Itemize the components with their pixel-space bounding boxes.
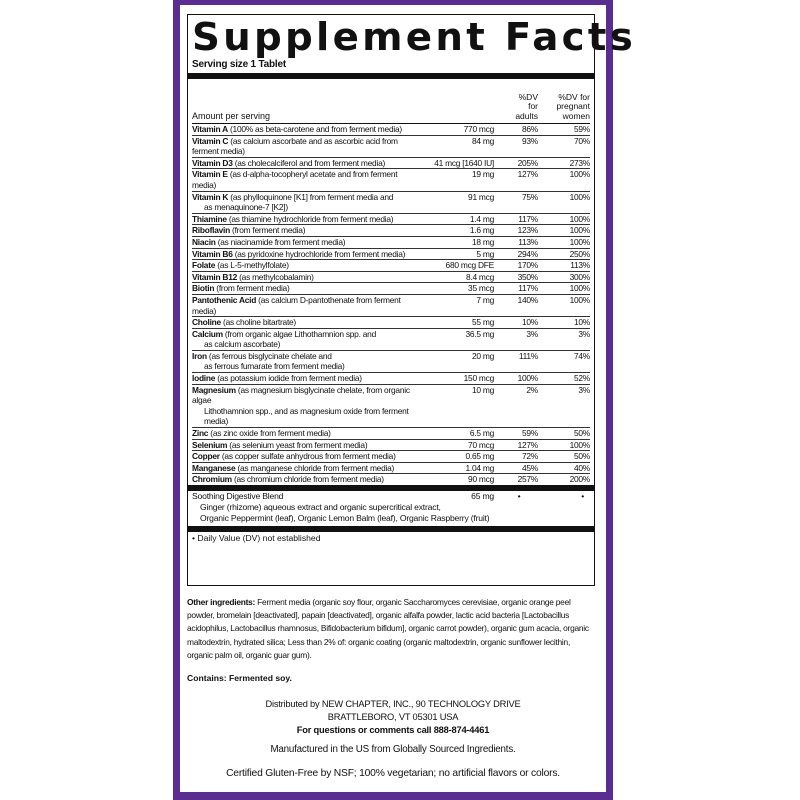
nutrient-source: (as ferrous bisglycinate chelate and: [206, 350, 332, 361]
dv-footnote: • Daily Value (DV) not established: [192, 533, 321, 543]
nutrient-name-cell: [192, 169, 414, 190]
nutrient-row: [192, 283, 590, 295]
nutrient-name-cell: [192, 317, 414, 328]
nutrient-name: Niacin: [192, 236, 216, 247]
blend-dv-pregnant: •: [581, 491, 584, 501]
nutrient-dv-pregnant: 200%: [569, 474, 590, 485]
nutrient-name: Biotin: [192, 283, 215, 294]
nutrient-dv-adults: 127%: [517, 439, 538, 450]
nutrient-dv-adults: 117%: [518, 283, 538, 294]
nutrient-source-cont: as menaquinone-7 [K2]): [204, 202, 288, 213]
nutrient-name: Vitamin D3: [192, 157, 233, 168]
nutrient-source: (as calcium ascorbate and as ascorbic acid from ferment media): [192, 135, 398, 157]
other-ingredients-label: Other ingredients:: [187, 597, 256, 607]
nutrient-source: (as L-5-methylfolate): [215, 260, 289, 271]
nutrient-dv-pregnant: 100%: [569, 283, 590, 294]
nutrient-name: Copper: [192, 451, 220, 462]
manufacturing-statement: Manufactured in the US from Globally Sourced Ingredients.: [270, 744, 516, 755]
amount-per-serving-label: Amount per serving: [192, 110, 271, 121]
blend-name: Soothing Digestive Blend: [192, 491, 284, 501]
nutrient-amount: 150 mcg: [463, 373, 494, 384]
nutrient-dv-adults: 123%: [517, 225, 538, 236]
nutrient-dv-pregnant: 113%: [570, 260, 590, 271]
nutrient-source: (as calcium D-pantothenate from ferment media): [192, 294, 401, 316]
nutrient-amount: 5 mg: [476, 248, 494, 259]
certification-statement: Certified Gluten-Free by NSF; 100% vegetarian; no artificial flavors or colors.: [226, 768, 560, 779]
nutrient-name-cell: [192, 249, 414, 260]
nutrient-row: [192, 169, 590, 191]
nutrient-row: [192, 237, 590, 249]
nutrient-dv-adults: 294%: [517, 248, 538, 259]
nutrient-amount: 36.5 mg: [465, 328, 494, 339]
nutrient-dv-adults: 59%: [521, 428, 538, 439]
nutrient-amount: 84 mg: [471, 135, 494, 146]
nutrient-row: [192, 136, 590, 158]
nutrient-row: [192, 451, 590, 463]
nutrient-name-cell: [192, 225, 414, 236]
nutrient-amount: 55 mg: [471, 317, 494, 328]
nutrient-name: Thiamine: [192, 213, 227, 224]
nutrient-name: Vitamin K: [192, 191, 229, 202]
nutrient-amount: 8.4 mcg: [465, 271, 494, 282]
nutrient-source: (as zinc oxide from ferment media): [208, 428, 331, 439]
nutrient-dv-pregnant: 40%: [573, 462, 590, 473]
serving-size: Serving size 1 Tablet: [192, 59, 286, 70]
nutrient-dv-adults: 93%: [521, 135, 538, 146]
nutrient-dv-adults: 72%: [521, 451, 538, 462]
supplement-facts-panel: [187, 14, 637, 586]
nutrient-dv-pregnant: 59%: [573, 124, 590, 134]
nutrient-row: [192, 249, 590, 261]
nutrient-name-cell: [192, 295, 414, 316]
nutrient-name: Magnesium: [192, 384, 236, 395]
nutrient-source: (as methylcobalamin): [237, 271, 314, 282]
nutrient-source: (as d-alpha-tocopheryl acetate and from ferment media): [192, 169, 398, 190]
nutrient-dv-pregnant: 70%: [573, 135, 590, 146]
nutrient-name-cell: [192, 272, 414, 283]
nutrient-dv-pregnant: 300%: [569, 271, 590, 282]
nutrient-amount: 35 mcg: [468, 283, 494, 294]
nutrient-dv-adults: 113%: [518, 236, 538, 247]
nutrient-row: [192, 158, 590, 170]
nutrient-dv-adults: 127%: [517, 169, 538, 180]
nutrient-dv-pregnant: 74%: [573, 350, 590, 361]
nutrient-source-cont: Lithothamnion spp., and as magnesium oxide from ferment media): [204, 405, 409, 427]
nutrient-dv-adults: 257%: [517, 474, 538, 485]
nutrient-row: [192, 295, 590, 317]
nutrient-name-cell: [192, 474, 414, 485]
nutrient-row: [192, 225, 590, 237]
nutrient-dv-pregnant: 100%: [569, 225, 590, 236]
nutrient-amount: 1.04 mg: [465, 462, 494, 473]
nutrient-amount: 70 mcg: [468, 439, 494, 450]
nutrient-name-cell: [192, 124, 414, 135]
other-ingredients: [187, 596, 597, 662]
nutrient-row: [192, 260, 590, 272]
nutrient-row: [192, 351, 590, 373]
blend-dv-adults: •: [517, 491, 521, 501]
nutrient-dv-adults: 3%: [526, 328, 538, 339]
nutrient-source: (from ferment media): [214, 283, 290, 294]
nutrient-dv-adults: 111%: [518, 350, 538, 361]
nutrient-dv-adults: 100%: [517, 373, 538, 384]
nutrient-name: Manganese: [192, 462, 236, 473]
nutrient-amount: 18 mg: [471, 236, 494, 247]
nutrient-amount: 20 mg: [471, 350, 494, 361]
nutrient-row: [192, 385, 590, 428]
nutrient-name-cell: [192, 440, 414, 451]
nutrient-name: Vitamin A: [192, 124, 228, 134]
nutrient-amount: 6.5 mg: [469, 428, 494, 439]
nutrient-name: Selenium: [192, 439, 228, 450]
nutrient-source: (as phylloquinone [K1] from ferment media and: [228, 191, 394, 202]
nutrient-dv-adults: 350%: [517, 271, 538, 282]
nutrient-source: (from ferment media): [229, 225, 306, 236]
nutrient-name-cell: [192, 158, 414, 169]
nutrient-dv-pregnant: 10%: [573, 317, 590, 328]
nutrient-name-cell: [192, 451, 414, 462]
nutrient-amount: 19 mg: [471, 169, 494, 180]
nutrient-dv-pregnant: 100%: [569, 439, 590, 450]
nutrient-dv-pregnant: 50%: [573, 428, 590, 439]
nutrient-name: Calcium: [192, 328, 223, 339]
table-header: [192, 79, 590, 124]
nutrient-name: Chromium: [192, 474, 232, 485]
nutrient-dv-pregnant: 3%: [578, 384, 590, 395]
nutrient-dv-pregnant: 100%: [569, 169, 590, 180]
nutrient-name-cell: [192, 428, 414, 439]
nutrient-name: Zinc: [192, 428, 209, 439]
nutrient-name-cell: [192, 237, 414, 248]
blend-ingredients-line2: Organic Peppermint (leaf), Organic Lemon Balm (leaf), Organic Raspberry (fruit): [200, 513, 490, 523]
nutrient-amount: 41 mcg [1640 IU]: [434, 157, 494, 168]
nutrient-dv-pregnant: 250%: [569, 248, 590, 259]
nutrient-row: [192, 272, 590, 284]
nutrient-dv-pregnant: 100%: [569, 236, 590, 247]
nutrient-source: (from organic algae Lithothamnion spp. and: [222, 328, 376, 339]
nutrient-name-cell: [192, 329, 414, 350]
nutrient-dv-pregnant: 50%: [573, 451, 590, 462]
dv-adults-header: %DV for adults: [515, 91, 538, 121]
nutrient-source: (as niacinamide from ferment media): [215, 236, 346, 247]
nutrient-row: [192, 317, 590, 329]
nutrient-amount: 7 mg: [476, 294, 494, 305]
nutrient-dv-adults: 117%: [518, 213, 538, 224]
nutrient-name: Vitamin C: [192, 135, 229, 146]
nutrient-name-cell: [192, 463, 414, 474]
nutrient-row: [192, 440, 590, 452]
nutrient-source: (as pyridoxine hydrochloride from ferment media): [232, 248, 406, 259]
nutrient-row: [192, 373, 590, 385]
blend-ingredients-line1: Ginger (rhizome) aqueous extract and organic supercritical extract,: [200, 502, 441, 512]
nutrient-row: [192, 192, 590, 214]
nutrient-row: [192, 463, 590, 475]
nutrient-source-cont: as ferrous fumarate from ferment media): [204, 361, 345, 372]
nutrient-source: (as copper sulfate anhydrous from ferment media): [219, 451, 396, 462]
nutrient-dv-adults: 140%: [517, 294, 538, 305]
nutrient-dv-adults: 205%: [517, 157, 538, 168]
nutrient-dv-adults: 10%: [521, 317, 538, 328]
nutrient-dv-pregnant: 100%: [569, 213, 590, 224]
nutrient-dv-pregnant: 100%: [569, 191, 590, 202]
nutrient-source: (as selenium yeast from ferment media): [227, 439, 368, 450]
nutrient-row: [192, 124, 590, 136]
nutrient-dv-adults: 170%: [517, 260, 538, 271]
nutrient-dv-pregnant: 100%: [569, 294, 590, 305]
blend-amount: 65 mg: [471, 491, 494, 501]
nutrient-name: Vitamin B6: [192, 248, 233, 259]
nutrient-name: Choline: [192, 317, 221, 328]
nutrient-name: Pantothenic Acid: [192, 294, 257, 305]
nutrient-row: [192, 474, 590, 485]
nutrient-source: (as thiamine hydrochloride from ferment media): [226, 213, 394, 224]
nutrient-table: [192, 124, 590, 485]
dv-pregnant-header: %DV for pregnant women: [556, 91, 590, 121]
nutrient-name: Iron: [192, 350, 207, 361]
contact-phone: For questions or comments call 888-874-4461: [296, 725, 490, 735]
nutrient-dv-adults: 86%: [521, 124, 538, 134]
nutrient-source: (100% as beta-carotene and from ferment media): [227, 124, 402, 134]
nutrient-amount: 770 mcg: [463, 124, 494, 134]
nutrient-row: [192, 329, 590, 351]
nutrient-source: (as potassium iodide from ferment media): [215, 373, 362, 384]
nutrient-amount: 1.4 mg: [469, 213, 494, 224]
nutrient-source-cont: as calcium ascorbate): [204, 339, 281, 350]
nutrient-source: (as cholecalciferol and from ferment media): [232, 157, 386, 168]
nutrient-source: (as chromium chloride from ferment media): [231, 474, 384, 485]
panel-title: Supplement Facts: [192, 15, 637, 59]
nutrient-amount: 0.65 mg: [465, 451, 494, 462]
nutrient-name: Riboflavin: [192, 225, 230, 236]
nutrient-dv-pregnant: 273%: [569, 157, 590, 168]
nutrient-row: [192, 214, 590, 226]
nutrient-dv-adults: 75%: [521, 191, 538, 202]
distributor-block: [180, 698, 606, 723]
nutrient-name-cell: [192, 260, 414, 271]
distributor-line2: BRATTLEBORO, VT 05301 USA: [327, 711, 459, 722]
nutrient-name: Vitamin B12: [192, 271, 238, 282]
nutrient-source: (as magnesium bisglycinate chelate, from organic algae: [192, 384, 410, 406]
nutrient-name-cell: [192, 373, 414, 384]
nutrient-dv-adults: 45%: [521, 462, 538, 473]
nutrient-source: (as choline bitartrate): [220, 317, 296, 328]
nutrient-dv-pregnant: 52%: [573, 373, 590, 384]
nutrient-amount: 90 mcg: [468, 474, 494, 485]
nutrient-dv-pregnant: 3%: [578, 328, 590, 339]
nutrient-name: Iodine: [192, 373, 216, 384]
nutrient-name-cell: [192, 136, 414, 157]
nutrient-name: Folate: [192, 260, 216, 271]
nutrient-amount: 91 mcg: [468, 191, 494, 202]
nutrient-amount: 680 mcg DFE: [445, 260, 494, 271]
nutrient-name-cell: [192, 385, 414, 427]
nutrient-name-cell: [192, 214, 414, 225]
nutrient-amount: 10 mg: [471, 384, 494, 395]
distributor-line1: Distributed by NEW CHAPTER, INC., 90 TECHNOLOGY DRIVE: [265, 699, 521, 709]
blend-section: [192, 491, 590, 524]
allergen-statement: Contains: Fermented soy.: [187, 673, 292, 683]
other-ingredients-text: Ferment media (organic soy flour, organic Saccharomyces cerevisiae, organic orange peel powder, bromelain [deactivated], papain [deactivated], organic alfalfa powder, lactic acid bacteria [Lactobacillus acidophilus, Lactobacillus rhamnosus, Bifidobacterium bifidum], organic carrot powder), organic gum acacia, organic maltodextrin, hydrated silica; Less than 2% of: organic coating (organic maltodextrin, organic sunflower lecithin, organic palm oil, organic guar gum).: [187, 597, 589, 660]
nutrient-dv-adults: 2%: [526, 384, 538, 395]
nutrient-name-cell: [192, 351, 414, 372]
nutrient-source: (as manganese chloride from ferment media): [235, 462, 395, 473]
nutrient-name-cell: [192, 192, 414, 213]
nutrient-name-cell: [192, 283, 414, 294]
nutrient-row: [192, 428, 590, 440]
nutrient-amount: 1.6 mg: [469, 225, 494, 236]
nutrient-name: Vitamin E: [192, 169, 228, 180]
